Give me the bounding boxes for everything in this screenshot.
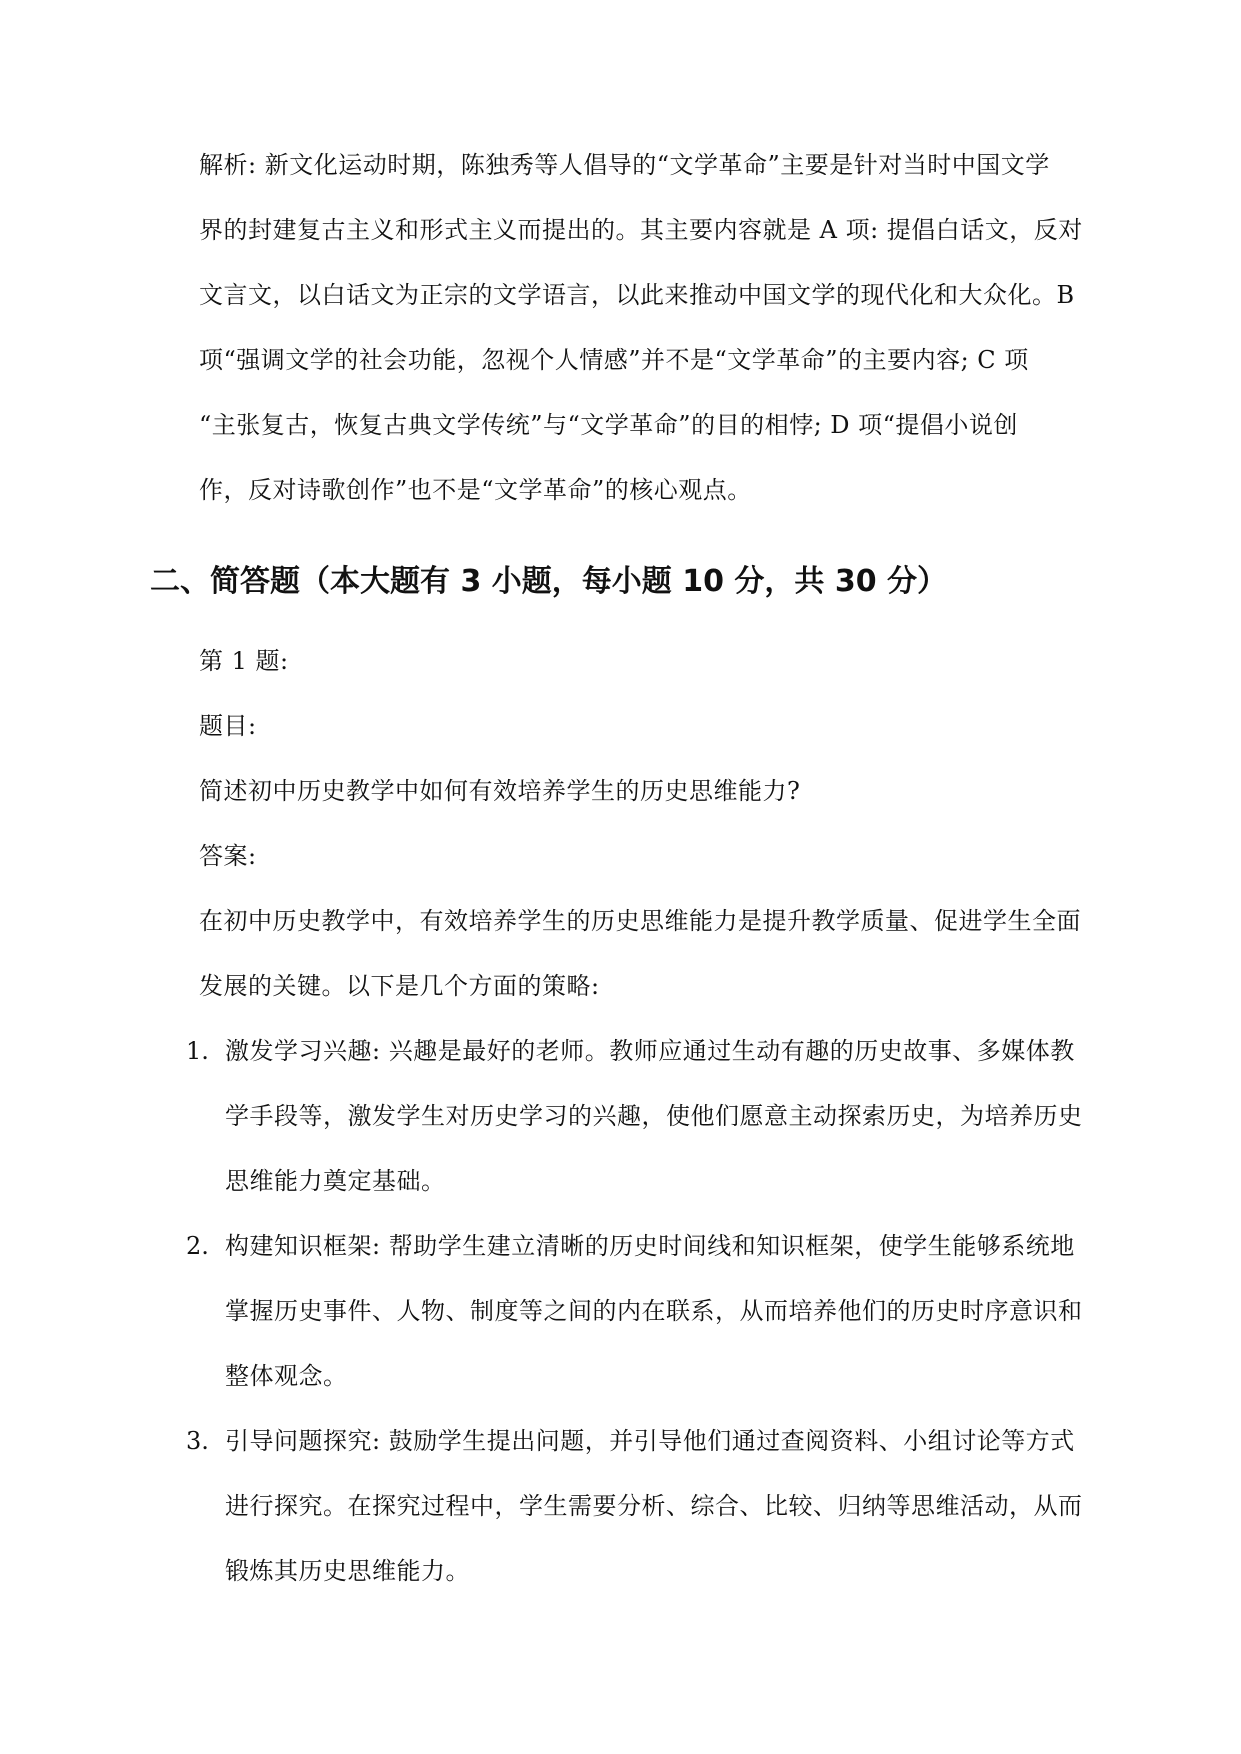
question-number: 第 1 题: <box>199 647 289 675</box>
list-item-line: 整体观念。 <box>225 1362 348 1390</box>
list-item-line: 引导问题探究: 鼓励学生提出问题，并引导他们通过查阅资料、小组讨论等方式 <box>225 1427 1075 1455</box>
question-text: 简述初中历史教学中如何有效培养学生的历史思维能力? <box>199 777 801 805</box>
list-item-line: 掌握历史事件、人物、制度等之间的内在联系，从而培养他们的历史时序意识和 <box>225 1297 1083 1325</box>
list-item-number: 2. <box>186 1232 209 1260</box>
list-item-line: 构建知识框架: 帮助学生建立清晰的历史时间线和知识框架，使学生能够系统地 <box>225 1232 1075 1260</box>
analysis-line: “主张复古，恢复古典文学传统”与“文学革命”的目的相悖; D 项“提倡小说创 <box>199 411 1018 439</box>
analysis-line: 文言文，以白话文为正宗的文学语言，以此来推动中国文学的现代化和大众化。B <box>199 281 1075 309</box>
list-item-number: 3. <box>186 1427 209 1455</box>
answer-intro-line: 发展的关键。以下是几个方面的策略: <box>199 972 600 1000</box>
section-heading: 二、简答题（本大题有 3 小题，每小题 10 分，共 30 分） <box>150 564 948 599</box>
analysis-line: 界的封建复古主义和形式主义而提出的。其主要内容就是 A 项: 提倡白话文，反对 <box>199 216 1083 244</box>
list-item-line: 激发学习兴趣: 兴趣是最好的老师。教师应通过生动有趣的历史故事、多媒体教 <box>225 1037 1075 1065</box>
answer-intro-line: 在初中历史教学中，有效培养学生的历史思维能力是提升教学质量、促进学生全面 <box>199 907 1081 935</box>
analysis-line: 项“强调文学的社会功能，忽视个人情感”并不是“文学革命”的主要内容; C 项 <box>199 346 1029 374</box>
list-item-line: 进行探究。在探究过程中，学生需要分析、综合、比较、归纳等思维活动，从而 <box>225 1492 1083 1520</box>
analysis-line: 解析: 新文化运动时期，陈独秀等人倡导的“文学革命”主要是针对当时中国文学 <box>199 151 1050 179</box>
list-item-line: 学手段等，激发学生对历史学习的兴趣，使他们愿意主动探索历史，为培养历史 <box>225 1102 1083 1130</box>
list-item-line: 锻炼其历史思维能力。 <box>225 1557 470 1585</box>
analysis-line: 作，反对诗歌创作”也不是“文学革命”的核心观点。 <box>199 476 752 504</box>
answer-label: 答案: <box>199 842 257 870</box>
list-item-number: 1. <box>186 1037 209 1065</box>
question-label: 题目: <box>199 712 257 740</box>
list-item-line: 思维能力奠定基础。 <box>225 1167 446 1195</box>
